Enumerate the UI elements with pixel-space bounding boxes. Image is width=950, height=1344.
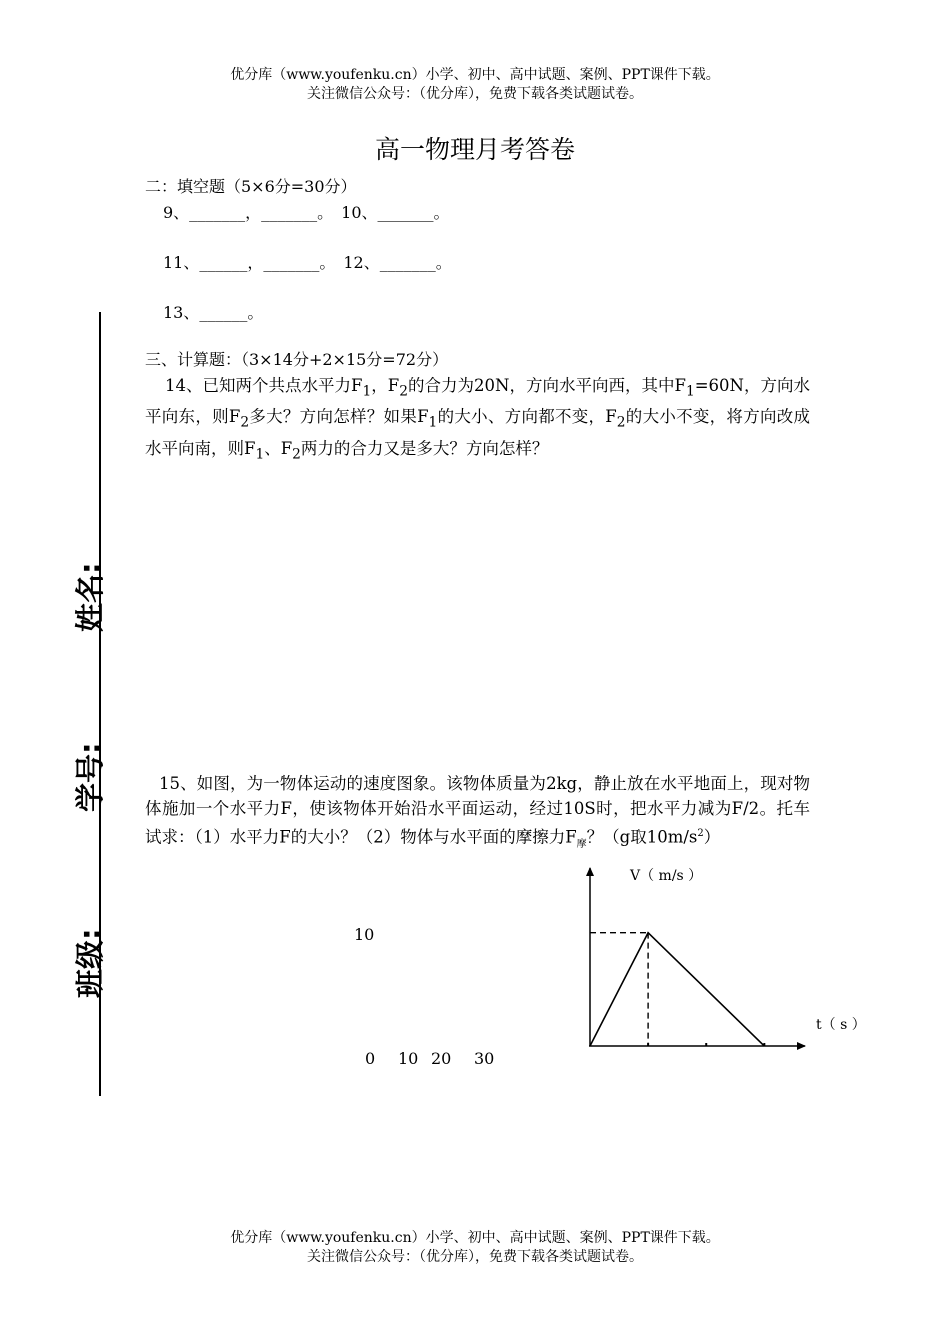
- q14-text-6: 的大小、方向都不变，F: [437, 407, 617, 427]
- section2-heading: 二：填空题（5×6分=30分）: [145, 177, 357, 196]
- q14-sub: 1: [428, 414, 438, 431]
- fill-blank-row-1: 9、_______，_______。 10、_______。: [163, 203, 450, 222]
- x-axis-label: t（ s ）: [816, 1017, 866, 1033]
- q14-text-9: 两力的合力又是多大？方向怎样？: [300, 438, 549, 458]
- header-line-2: 关注微信公众号：（优分库），免费下载各类试题试卷。: [307, 86, 643, 102]
- q14-text-1: 14、已知两个共点水平力F: [165, 376, 363, 395]
- q15-text-3: ）: [703, 827, 721, 847]
- x-tick-label-0: 0: [365, 1049, 376, 1068]
- y-tick-label-10: 10: [354, 925, 375, 944]
- fill-blank-row-2: 11、______，_______。 12、_______。: [163, 253, 452, 272]
- q14-text-3: 的合力为20N，方向水平向西，其中F: [407, 376, 686, 395]
- footer-line-2: 关注微信公众号：（优分库），免费下载各类试题试卷。: [307, 1249, 643, 1265]
- class-label: 班级:: [73, 928, 107, 998]
- velocity-series-line: [590, 933, 764, 1046]
- q14-sub: 2: [240, 414, 250, 431]
- q14-text-7: 的大小不变，将方向改成水平向南，则F: [145, 407, 811, 458]
- q14-text-5: 多大？方向怎样？如果F: [249, 407, 429, 427]
- q14-sub: 1: [255, 445, 265, 462]
- q14-sub: 2: [399, 383, 408, 400]
- q15-text-2: ？（g取10m/s: [586, 827, 698, 847]
- q14-text-8: 、F: [264, 438, 293, 458]
- student-number-label: 学号:: [73, 742, 107, 812]
- q14-text-2: ，F: [371, 376, 400, 395]
- fill-blank-row-3: 13、______。: [163, 303, 264, 322]
- header-line-1: 优分库（www.youfenku.cn）小学、初中、高中试题、案例、PPT课件下载。: [230, 67, 720, 83]
- x-tick-label-30: 30: [474, 1049, 495, 1068]
- q15-sup: 2: [697, 828, 704, 839]
- q14-sub: 2: [292, 445, 301, 462]
- y-axis-label: V（ m/s ）: [630, 868, 703, 884]
- footer-line-1: 优分库（www.youfenku.cn）小学、初中、高中试题、案例、PPT课件下载。: [230, 1230, 720, 1246]
- q15-text-1: 15、如图，为一物体运动的速度图象。该物体质量为2kg，静止放在水平地面上，现对物体施加一个水平力F，使该物体开始沿水平面运动，经过10S时，把水平力减为F/2。托车试求：（1）水平力F的大小？（2）物体与水平面的摩擦力F: [145, 774, 810, 847]
- section3-heading: 三、计算题：（3×14分+2×15分=72分）: [145, 350, 449, 369]
- q14-sub: 1: [362, 383, 372, 400]
- page-title: 高一物理月考答卷: [374, 135, 575, 164]
- name-label: 姓名:: [73, 562, 107, 632]
- q14-sub: 1: [685, 383, 695, 400]
- q15-sub-mo: 摩: [576, 838, 587, 850]
- x-tick-label-20: 20: [431, 1049, 452, 1068]
- x-tick-label-10: 10: [398, 1049, 419, 1068]
- q14-sub: 2: [616, 414, 626, 431]
- q14-text-4: =60N，方向水平向东，则F: [145, 376, 810, 427]
